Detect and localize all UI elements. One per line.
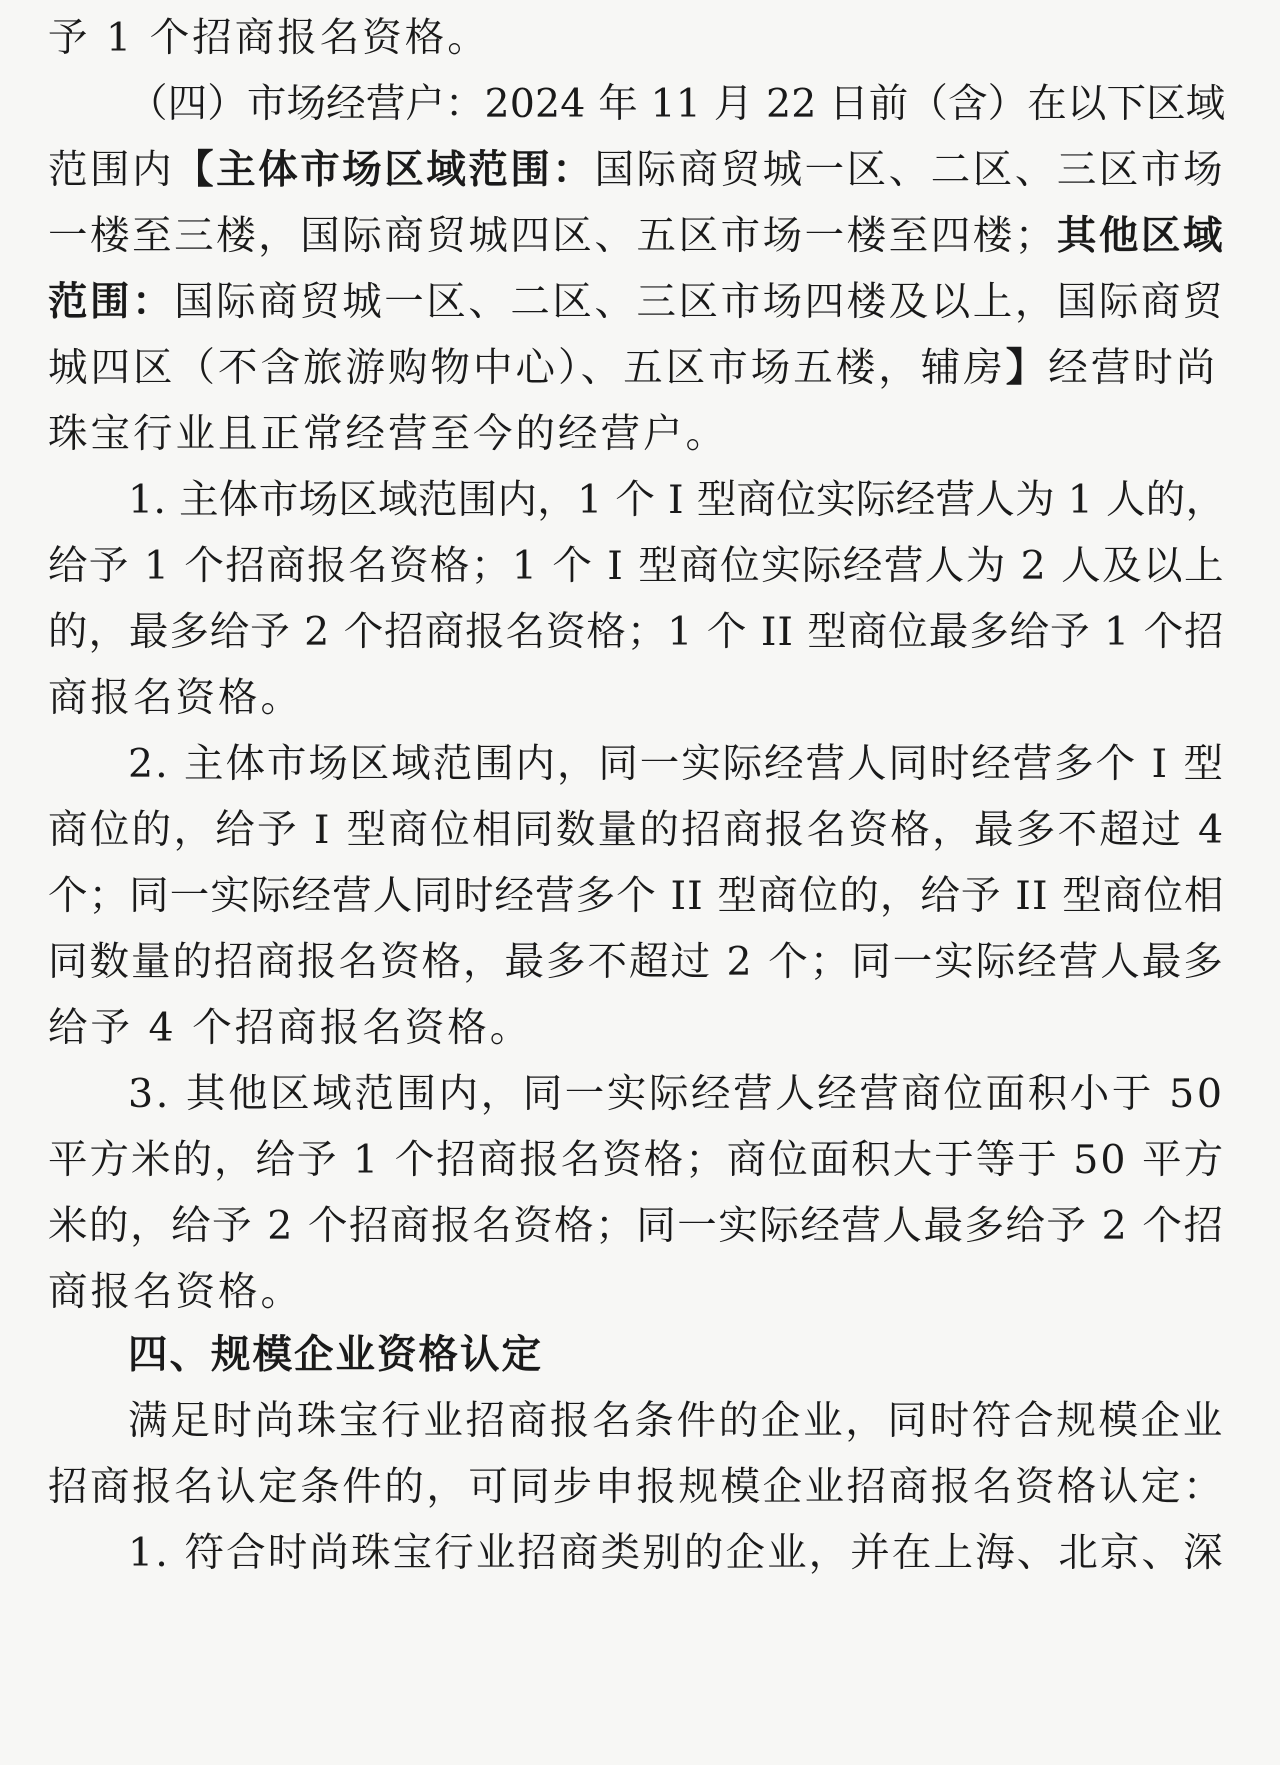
text-line: [48, 673, 303, 723]
text-line: [48, 607, 1225, 657]
text-line: [128, 1396, 1225, 1446]
text-run: 经营时尚: [1048, 345, 1219, 391]
bold-text-run: 范围：: [48, 279, 175, 325]
text-run: 予 1 个招商报名资格。: [48, 15, 490, 61]
text-line: [128, 475, 1225, 525]
text-line: [48, 343, 1218, 393]
text-run: 商报名资格。: [48, 675, 303, 721]
text-line: [128, 79, 1225, 129]
text-line: [48, 1462, 1225, 1512]
bold-text-run: 其他区域: [1056, 213, 1226, 259]
section-heading: [128, 1330, 543, 1380]
text-line: [48, 277, 1225, 327]
text-run: 同数量的招商报名资格，最多不超过 2 个；同一实际经营人最多: [48, 939, 1225, 985]
text-line: [48, 13, 490, 63]
text-line: [48, 1003, 532, 1053]
text-run: 给予 4 个招商报名资格。: [48, 1005, 533, 1051]
text-run: 2. 主体市场区域范围内，同一实际经营人同时经营多个 I 型: [128, 741, 1225, 787]
text-line: [128, 739, 1225, 789]
text-run: 城四区（不含旅游购物中心）、五区市场五楼，辅房: [48, 345, 1006, 391]
text-line: [48, 871, 1225, 921]
text-line: [128, 1069, 1225, 1119]
text-line: [48, 211, 1225, 261]
text-line: [48, 409, 728, 459]
text-run: 国际商贸城一区、二区、三区市场: [594, 147, 1226, 193]
heading-text: 四、规模企业资格认定: [128, 1332, 543, 1378]
text-run: 米的，给予 2 个招商报名资格；同一实际经营人最多给予 2 个招: [48, 1203, 1225, 1249]
text-line: [48, 1201, 1225, 1251]
text-run: 平方米的，给予 1 个招商报名资格；商位面积大于等于 50 平方: [48, 1137, 1226, 1183]
text-run: 给予 1 个招商报名资格；1 个 I 型商位实际经营人为 2 人及以上: [48, 543, 1225, 589]
text-run: 商报名资格。: [48, 1269, 303, 1315]
text-line: [48, 937, 1225, 987]
text-line: [48, 1135, 1225, 1185]
bold-text-run: 【主体市场区域范围：: [174, 147, 595, 193]
text-run: 招商报名认定条件的，可同步申报规模企业招商报名资格认定：: [48, 1464, 1225, 1510]
text-line: [48, 805, 1225, 855]
text-run: 1. 主体市场区域范围内，1 个 I 型商位实际经营人为 1 人的，: [128, 477, 1226, 523]
text-run: 珠宝行业且正常经营至今的经营户。: [48, 411, 728, 457]
text-run: 个；同一实际经营人同时经营多个 II 型商位的，给予 II 型商位相: [48, 873, 1225, 919]
text-run: 1. 符合时尚珠宝行业招商类别的企业，并在上海、北京、深: [128, 1530, 1225, 1576]
text-line: [48, 541, 1225, 591]
text-line: [48, 145, 1225, 195]
text-run: 的，最多给予 2 个招商报名资格；1 个 II 型商位最多给予 1 个招: [48, 609, 1225, 655]
bold-text-run: 】: [1005, 345, 1049, 391]
text-run: 范围内: [48, 147, 175, 193]
text-line: [48, 1267, 303, 1317]
text-run: 国际商贸城一区、二区、三区市场四楼及以上，国际商贸: [174, 279, 1226, 325]
text-run: （四）市场经营户：2024 年 11 月 22 日前（含）在以下区域: [128, 81, 1226, 127]
text-run: 一楼至三楼，国际商贸城四区、五区市场一楼至四楼；: [48, 213, 1057, 259]
text-run: 商位的，给予 I 型商位相同数量的招商报名资格，最多不超过 4: [48, 807, 1226, 853]
text-line: [128, 1528, 1225, 1578]
text-run: 满足时尚珠宝行业招商报名条件的企业，同时符合规模企业: [128, 1398, 1225, 1444]
text-run: 3. 其他区域范围内，同一实际经营人经营商位面积小于 50: [128, 1071, 1225, 1117]
